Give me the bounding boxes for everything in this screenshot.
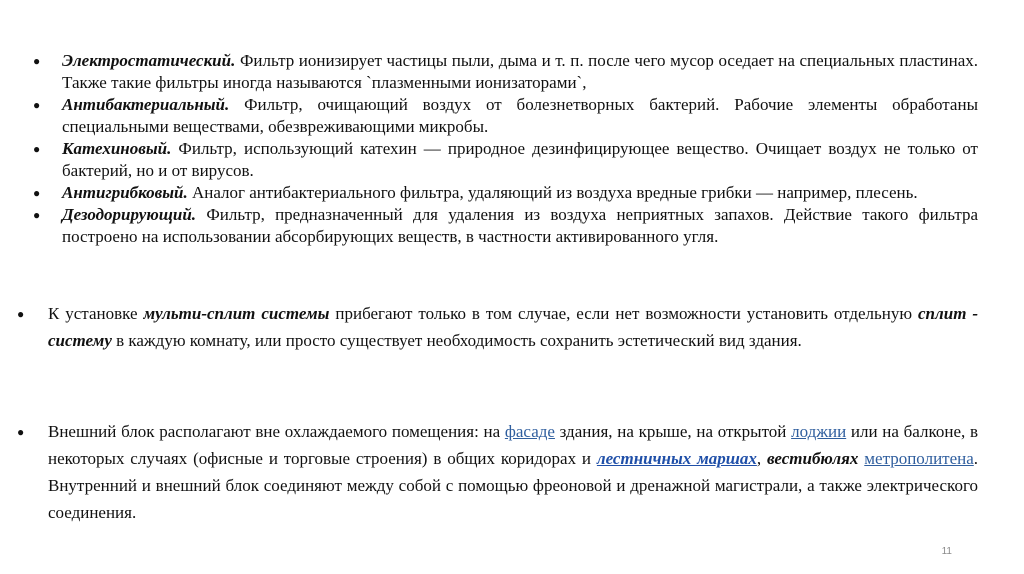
filter-term: Электростатический. xyxy=(62,51,236,70)
filter-term: Антибактериальный. xyxy=(62,95,230,114)
bullet-icon: ● xyxy=(17,307,25,321)
list-item xyxy=(0,204,1024,248)
bullet-icon: ● xyxy=(33,98,41,112)
text-run: или на балконе, в некоторых случаях (офисные и торговые строения) в общих коридорах и xyxy=(48,422,978,468)
filter-term: Антигрибковый. xyxy=(62,183,188,202)
filter-description: Фильтр ионизирует частицы пыли, дыма и т. п. после чего мусор оседает на специальных пластинах. Также такие фильтры иногда называются `плазменными ионизаторами`, xyxy=(62,51,978,92)
filter-term: Дезодорирующий. xyxy=(62,205,197,224)
filter-types-list xyxy=(0,50,1024,248)
split-system-term: сплит - систему xyxy=(48,304,979,350)
text-run: прибегают только в том случае, если нет возможности установить отдельную xyxy=(329,304,919,323)
text-run: , xyxy=(756,449,768,468)
slide-number: 11 xyxy=(941,546,952,557)
text-run: здания, на крыше, на открытой xyxy=(554,422,792,441)
filter-description: Фильтр, очищающий воздух от болезнетворных бактерий. Рабочие элементы обработаны специальными веществами, обезвреживающими микробы. xyxy=(62,95,978,136)
list-item xyxy=(0,50,1024,94)
bullet-icon: ● xyxy=(33,142,41,156)
metro-link[interactable]: метрополитена xyxy=(864,449,974,468)
list-item xyxy=(0,182,1024,204)
filter-description: Фильтр, предназначенный для удаления из воздуха неприятных запахов. Действие такого фильтра построено на использовании абсорбирующих веществ, в частности активированного угля. xyxy=(62,205,978,246)
filter-term: Катехиновый. xyxy=(62,139,172,158)
facade-link[interactable]: фасаде xyxy=(504,422,555,441)
text-run: в каждую комнату, или просто существует необходимость сохранить эстетический вид здания. xyxy=(111,331,802,350)
bullet-icon: ● xyxy=(33,208,41,222)
text-run: Внешний блок располагают вне охлаждаемого помещения: на xyxy=(48,422,505,441)
paragraph-text xyxy=(48,418,978,526)
vestibules-term: вестибюлях xyxy=(767,449,859,468)
text-run: К установке xyxy=(48,304,144,323)
text-run: . Внутренний и внешний блок соединяют между собой с помощью фреоновой и дренажной магистрали, а также электрического соединения. xyxy=(48,449,979,522)
list-item xyxy=(0,94,1024,138)
paragraph-text xyxy=(48,300,978,354)
multi-split-paragraph xyxy=(0,300,1024,354)
bullet-icon: ● xyxy=(33,54,41,68)
list-item xyxy=(0,138,1024,182)
stairways-link[interactable]: лестничных маршах xyxy=(596,449,757,468)
bullet-icon: ● xyxy=(17,425,25,439)
filter-description: Фильтр, использующий катехин — природное дезинфицирующее вещество. Очищает воздух не только от бактерий, но и от вирусов. xyxy=(62,139,978,180)
bullet-icon: ● xyxy=(33,186,41,200)
loggia-link[interactable]: лоджии xyxy=(791,422,847,441)
outdoor-unit-paragraph xyxy=(0,418,1024,526)
filter-description: Аналог антибактериального фильтра, удаляющий из воздуха вредные грибки — например, плесень. xyxy=(187,183,918,202)
multi-split-term: мульти-сплит системы xyxy=(143,304,330,323)
